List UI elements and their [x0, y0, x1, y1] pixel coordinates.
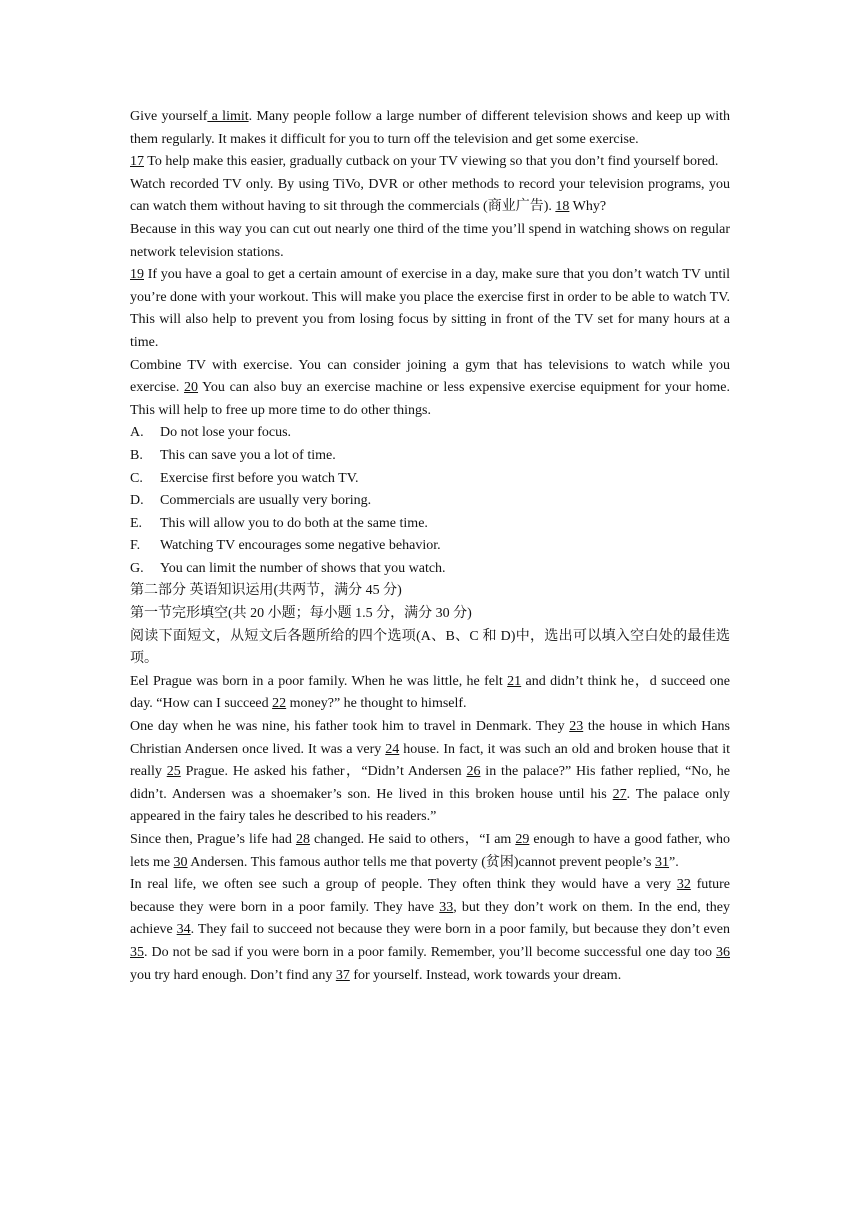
blank-number: 24 — [385, 741, 400, 757]
blank-number: 20 — [184, 380, 199, 396]
text: Eel Prague was born in a poor family. When he was little, he felt — [130, 673, 508, 689]
reading-paragraph-1 — [130, 106, 730, 151]
blank-number: 35 — [130, 944, 144, 960]
blank-number: 23 — [569, 719, 584, 735]
text: Give yourself — [130, 109, 208, 124]
reading-paragraph-6 — [130, 355, 730, 423]
text: enough to have a good father, who lets me — [130, 832, 730, 870]
reading-paragraph-5 — [130, 264, 730, 354]
text: . They fail to succeed not because they were born in a poor family, but because they don’t even — [190, 922, 730, 938]
section-instructions: 阅读下面短文，从短文后各题所给的四个选项(A、B、C 和 D)中，选出可以填入空白处的最佳选项。 — [130, 628, 730, 667]
option-text: Exercise first before you watch TV. — [160, 470, 359, 486]
cloze-paragraph-4 — [130, 874, 730, 987]
text: house. In fact, it was such an old and broken house that it really — [130, 741, 730, 780]
blank-number: 25 — [166, 764, 181, 780]
cloze-paragraph-1 — [130, 671, 730, 716]
text: You can also buy an exercise machine or less expensive exercise equipment for your home. This will help to free up more time to do other things. — [130, 380, 730, 418]
option-key: D. — [130, 493, 144, 509]
option-e — [130, 513, 730, 536]
reading-paragraph-2 — [130, 151, 730, 174]
reading-paragraph-4: Because in this way you can cut out nearly one third of the time you’ll spend in watching shows on regular network television stations. — [130, 221, 730, 260]
text: changed. He said to others，“I am — [309, 832, 516, 847]
blank-number: 36 — [716, 944, 730, 960]
blank-number: 34 — [176, 922, 191, 938]
text: and didn’t think he，d succeed one day. “How can I succeed — [130, 673, 730, 712]
option-text: This can save you a lot of time. — [160, 447, 336, 463]
option-d — [130, 490, 730, 513]
section-heading-part2: 第二部分 英语知识运用(共两节，满分 45 分) — [130, 583, 402, 599]
cloze-paragraph-3 — [130, 829, 730, 874]
text: Andersen. This famous author tells me that poverty (贫困)cannot prevent people’s — [187, 854, 656, 870]
option-text: Do not lose your focus. — [160, 425, 292, 441]
option-c — [130, 468, 730, 491]
blank-number: 30 — [173, 854, 188, 870]
text: Combine TV with exercise. You can consider joining a gym that has televisions to watch while you exercise. — [130, 357, 730, 396]
text: ”. — [669, 854, 679, 870]
text: One day when he was nine, his father took him to travel in Denmark. They — [130, 719, 570, 735]
option-text: Commercials are usually very boring. — [160, 493, 372, 509]
text: Prague. He asked his father，“Didn’t Andersen — [180, 764, 467, 780]
option-f — [130, 535, 730, 558]
text: the house in which Hans Christian Andersen once lived. It was a very — [130, 719, 730, 757]
text: money?” he thought to himself. — [286, 696, 467, 712]
text: . The palace only appeared in the fairy tales he described to his readers.” — [130, 786, 730, 825]
text: In real life, we often see such a group of people. They often think they would have a very — [130, 877, 677, 893]
text: . Do not be sad if you were born in a poor family. Remember, you’ll become successful one day too — [144, 944, 716, 960]
blank-number: 37 — [335, 967, 350, 983]
option-text: Watching TV encourages some negative behavior. — [160, 538, 441, 554]
option-g — [130, 558, 730, 581]
text: for yourself. Instead, work towards your dream. — [349, 967, 622, 983]
blank-number: 31 — [655, 854, 670, 870]
text: Watch recorded TV only. By using TiVo, DVR or other methods to record your television programs, you can watch them without having to sit through the commercials (商业广告). — [130, 176, 730, 215]
option-key: E. — [130, 515, 143, 531]
blank-number: 18 — [555, 199, 570, 215]
blank-number: 29 — [515, 832, 530, 847]
reading-paragraph-3 — [130, 174, 730, 219]
text: future because they were born in a poor family. They have — [130, 877, 730, 915]
blank-number: 28 — [295, 832, 310, 847]
option-key: F. — [130, 538, 141, 554]
option-key: G. — [130, 560, 144, 576]
text: To help make this easier, gradually cutback on your TV viewing so that you don’t find yourself bored. — [144, 154, 719, 170]
blank-number: 19 — [130, 267, 144, 283]
option-text: This will allow you to do both at the same time. — [160, 515, 428, 531]
blank-number: 22 — [272, 696, 287, 712]
text: If you have a goal to get a certain amount of exercise in a day, make sure that you don’t watch TV until you’re done with your workout. This will make you place the exercise first in order to be able to watch TV. This will also help to prevent you from losing focus by sitting in front of the TV set for many hours at a time. — [130, 267, 730, 350]
document-page — [130, 106, 730, 987]
option-key: A. — [130, 425, 144, 441]
blank-number: 32 — [676, 877, 691, 893]
section-heading-cloze: 第一节完形填空(共 20 小题；每小题 1.5 分，满分 30 分) — [130, 606, 472, 622]
text: Since then, Prague’s life had — [130, 832, 296, 847]
option-text: You can limit the number of shows that you watch. — [160, 560, 446, 576]
text: you try hard enough. Don’t find any — [130, 967, 336, 983]
blank-number: 17 — [130, 154, 144, 170]
cloze-paragraph-2 — [130, 716, 730, 829]
blank-number: 26 — [466, 764, 481, 780]
text: . Many people follow a large number of different television shows and keep up with them regularly. It makes it difficult for you to turn off the television and get some exercise. — [130, 109, 731, 147]
option-b — [130, 445, 730, 468]
text: , but they don’t work on them. In the end, they achieve — [130, 899, 730, 938]
text: Why? — [569, 199, 607, 215]
underlined-text: a limit — [207, 109, 249, 124]
option-a — [130, 422, 730, 445]
text: in the palace?” His father replied, “No, he didn’t. Andersen was a shoemaker’s son. He lived in this broken house until his — [130, 764, 730, 802]
blank-number: 27 — [612, 786, 627, 802]
option-key: C. — [130, 470, 143, 486]
option-key: B. — [130, 447, 143, 463]
blank-number: 33 — [439, 899, 454, 915]
blank-number: 21 — [507, 673, 522, 689]
